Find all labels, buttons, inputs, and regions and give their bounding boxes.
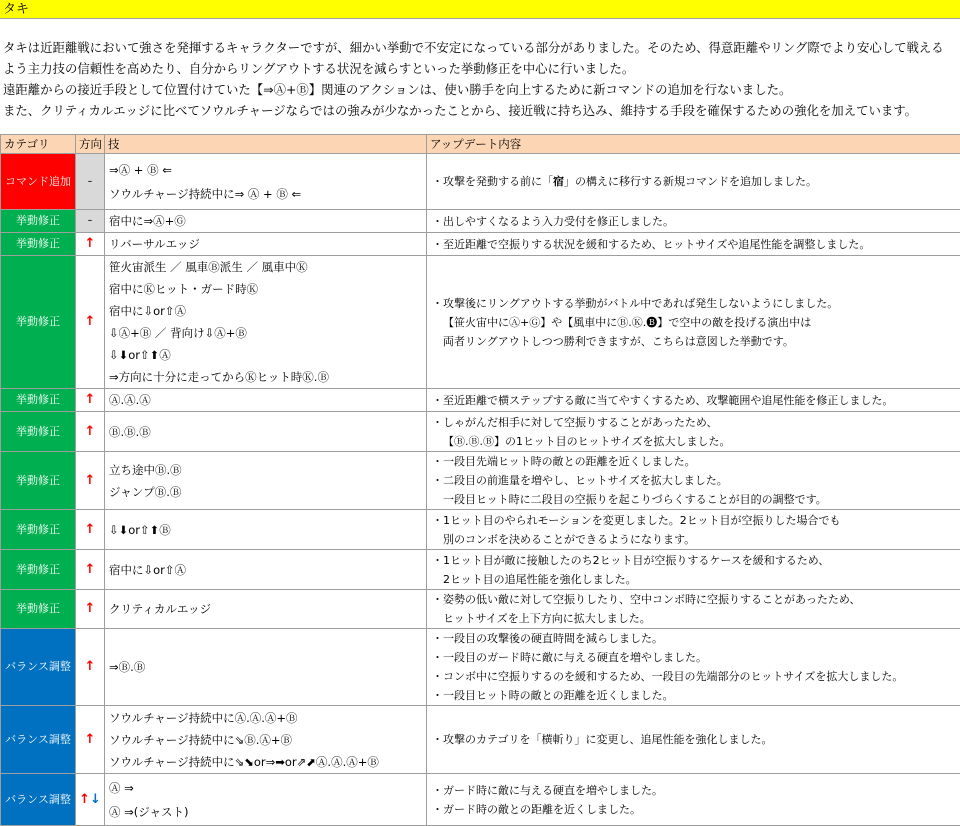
up-arrow-icon: ↑ <box>79 792 90 807</box>
update-line: 両者リングアウトしつつ勝利できますが、こちらは意図した挙動です。 <box>432 332 960 351</box>
category-cell: コマンド追加 <box>1 154 76 210</box>
table-row <box>1 774 960 826</box>
technique-cell <box>105 256 427 389</box>
update-line: ・一段目先端ヒット時の敵との距離を近くしました。 <box>432 452 960 471</box>
direction-cell: ↑ <box>76 550 105 590</box>
table-row <box>1 210 960 233</box>
technique-cell: クリティカルエッジ <box>105 590 427 629</box>
direction-cell: ↑ <box>76 389 105 412</box>
technique-cell: ⇒Ⓑ.Ⓑ <box>105 629 427 706</box>
update-line: ・しゃがんだ相手に対して空振りすることがあったため、 <box>432 413 960 432</box>
table-row <box>1 233 960 256</box>
update-cell <box>427 412 960 452</box>
technique-cell: Ⓑ.Ⓑ.Ⓑ <box>105 412 427 452</box>
update-cell: ・至近距離で横ステップする敵に当てやすくするため、攻撃範囲や追尾性能を修正しました。 <box>427 389 960 412</box>
category-cell: 挙動修正 <box>1 550 76 590</box>
update-line: ・一段目のガード時に敵に与える硬直を増やしました。 <box>432 648 960 667</box>
header-category: カテゴリ <box>1 135 76 154</box>
technique-line: ⇒方向に十分に走ってからⓀヒット時Ⓚ.Ⓑ <box>109 366 426 388</box>
direction-cell: - <box>76 210 105 233</box>
technique-line: 立ち途中Ⓑ.Ⓑ <box>109 459 426 481</box>
update-cell: ・攻撃のカテゴリを「横斬り」に変更し、追尾性能を強化しました。 <box>427 706 960 774</box>
technique-cell <box>105 452 427 510</box>
category-cell: 挙動修正 <box>1 256 76 389</box>
table-row <box>1 154 960 210</box>
section-title: タキ <box>0 0 960 19</box>
update-table <box>0 134 960 826</box>
direction-cell: ↑ <box>76 510 105 550</box>
update-cell <box>427 629 960 706</box>
category-cell: バランス調整 <box>1 774 76 826</box>
update-line: ・二段目の前進量を増やし、ヒットサイズを拡大しました。 <box>432 471 960 490</box>
update-cell: ・至近距離で空振りする状況を緩和するため、ヒットサイズや追尾性能を調整しました。 <box>427 233 960 256</box>
technique-line: Ⓐ ⇒(ジャスト) <box>109 800 426 824</box>
category-cell: バランス調整 <box>1 706 76 774</box>
direction-cell: ↑ <box>76 706 105 774</box>
table-row <box>1 412 960 452</box>
intro-line: よう主力技の信頼性を高めたり、自分からリングアウトする状況を減らすといった挙動修正を中心に行いました。 <box>3 58 954 79</box>
category-cell: 挙動修正 <box>1 452 76 510</box>
technique-line: ⇒Ⓐ + Ⓑ ⇐ <box>109 158 426 182</box>
technique-cell: ⇩⬇or⇧⬆Ⓑ <box>105 510 427 550</box>
update-line: 【Ⓑ.Ⓑ.Ⓑ】の1ヒット目のヒットサイズを拡大しました。 <box>432 432 960 451</box>
technique-line: Ⓐ ⇒ <box>109 776 426 800</box>
direction-cell: ↑ <box>76 412 105 452</box>
update-cell <box>427 154 960 210</box>
direction-cell: ↑ <box>76 256 105 389</box>
technique-cell <box>105 706 427 774</box>
update-cell <box>427 510 960 550</box>
category-cell: 挙動修正 <box>1 590 76 629</box>
update-line: ・姿勢の低い敵に対して空振りしたり、空中コンボ時に空振りすることがあったため、 <box>432 590 960 609</box>
category-cell: 挙動修正 <box>1 389 76 412</box>
direction-cell: ↑ <box>76 233 105 256</box>
table-header-row <box>1 135 960 154</box>
update-cell <box>427 256 960 389</box>
technique-line: ソウルチャージ持続中に⇘Ⓑ.Ⓐ+Ⓑ <box>109 729 426 751</box>
table-row <box>1 706 960 774</box>
update-text: 」の構えに移行する新規コマンドを追加しました。 <box>564 175 817 188</box>
technique-cell: リバーサルエッジ <box>105 233 427 256</box>
update-cell <box>427 774 960 826</box>
table-row <box>1 629 960 706</box>
category-cell: 挙動修正 <box>1 412 76 452</box>
category-cell: バランス調整 <box>1 629 76 706</box>
direction-cell: - <box>76 154 105 210</box>
technique-cell <box>105 154 427 210</box>
intro-line: タキは近距離戦において強さを発揮するキャラクターですが、細かい挙動で不安定になっている部分がありました。そのため、得意距離やリング際でより安心して戦える <box>3 37 954 58</box>
update-line: 別のコンボを決めることができるようになります。 <box>432 530 960 549</box>
technique-line: ⇩⬇or⇧⬆Ⓐ <box>109 344 426 366</box>
table-row <box>1 550 960 590</box>
update-line: ・一段目の攻撃後の硬直時間を減らしました。 <box>432 629 960 648</box>
update-line: 一段目ヒット時に二段目の空振りを起こりづらくすることが目的の調整です。 <box>432 490 960 509</box>
technique-line: 笹火宙派生 ／ 風車Ⓑ派生 ／ 風車中Ⓚ <box>109 256 426 278</box>
header-direction: 方向 <box>76 135 105 154</box>
table-row <box>1 256 960 389</box>
technique-line: ジャンプⒷ.Ⓑ <box>109 481 426 503</box>
technique-line: 宿中にⓀヒット・ガード時Ⓚ <box>109 278 426 300</box>
update-cell <box>427 590 960 629</box>
technique-cell <box>105 774 427 826</box>
update-line: 【笹火宙中にⒶ+Ⓖ】や【風車中にⒷ.Ⓚ.🅑】で空中の敵を投げる演出中は <box>432 313 960 332</box>
update-line: ・ガード時に敵に与える硬直を増やしました。 <box>432 781 960 800</box>
update-emphasis: 宿 <box>553 175 564 188</box>
header-technique: 技 <box>105 135 427 154</box>
direction-cell <box>76 774 105 826</box>
update-line: ・攻撃後にリングアウトする挙動がバトル中であれば発生しないようにしました。 <box>432 294 960 313</box>
technique-line: ソウルチャージ持続中に⇘⬊or⇒➡or⇗⬈Ⓐ.Ⓐ.Ⓐ+Ⓑ <box>109 751 426 773</box>
update-line: ・一段目ヒット時の敵との距離を近くしました。 <box>432 686 960 705</box>
intro-text <box>0 19 960 134</box>
technique-line: ソウルチャージ持続中に⇒ Ⓐ + Ⓑ ⇐ <box>109 182 426 206</box>
update-line: ・1ヒット目が敵に接触したのち2ヒット目が空振りするケースを緩和するため、 <box>432 551 960 570</box>
update-cell: ・出しやすくなるよう入力受付を修正しました。 <box>427 210 960 233</box>
table-row <box>1 590 960 629</box>
update-line: 2ヒット目の追尾性能を強化しました。 <box>432 570 960 589</box>
update-line: ヒットサイズを上下方向に拡大しました。 <box>432 609 960 628</box>
category-cell: 挙動修正 <box>1 210 76 233</box>
table-row <box>1 452 960 510</box>
update-line: ・1ヒット目のやられモーションを変更しました。2ヒット目が空振りした場合でも <box>432 511 960 530</box>
table-row <box>1 389 960 412</box>
direction-cell: ↑ <box>76 590 105 629</box>
update-cell <box>427 452 960 510</box>
direction-cell: ↑ <box>76 629 105 706</box>
category-cell: 挙動修正 <box>1 510 76 550</box>
update-line: ・コンボ中に空振りするのを緩和するため、一段目の先端部分のヒットサイズを拡大しました。 <box>432 667 960 686</box>
intro-line: また、クリティカルエッジに比べてソウルチャージならではの強みが少なかったことから、接近戦に持ち込み、維持する手段を確保するための強化を加えています。 <box>3 100 954 121</box>
update-cell <box>427 550 960 590</box>
technique-cell: Ⓐ.Ⓐ.Ⓐ <box>105 389 427 412</box>
intro-line: 遠距離からの接近手段として位置付けていた【⇒Ⓐ+Ⓑ】関連のアクションは、使い勝手を向上するために新コマンドの追加を行ないました。 <box>3 79 954 100</box>
technique-cell: 宿中に⇩or⇧Ⓐ <box>105 550 427 590</box>
update-text: ・攻撃を発動する前に「 <box>432 175 553 188</box>
technique-line: 宿中に⇩or⇧Ⓐ <box>109 300 426 322</box>
down-arrow-icon: ↓ <box>90 792 101 807</box>
technique-cell: 宿中に⇒Ⓐ+Ⓖ <box>105 210 427 233</box>
category-cell: 挙動修正 <box>1 233 76 256</box>
update-line: ・ガード時の敵との距離を近くしました。 <box>432 800 960 819</box>
technique-line: ⇩Ⓐ+Ⓑ ／ 背向け⇩Ⓐ+Ⓑ <box>109 322 426 344</box>
header-update: アップデート内容 <box>427 135 960 154</box>
direction-cell: ↑ <box>76 452 105 510</box>
technique-line: ソウルチャージ持続中にⒶ.Ⓐ.Ⓐ+Ⓑ <box>109 707 426 729</box>
table-row <box>1 510 960 550</box>
